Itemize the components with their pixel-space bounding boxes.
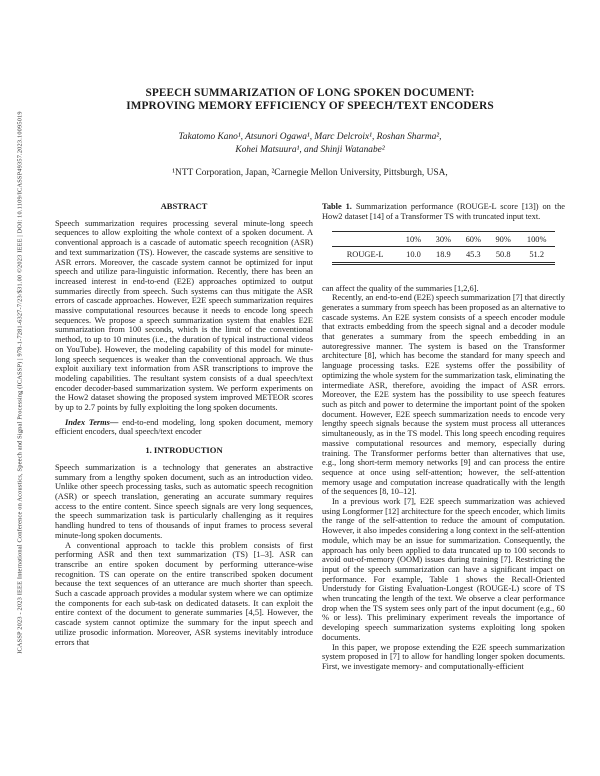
table1-cell: 50.8: [495, 249, 511, 259]
right-column: [322, 202, 565, 672]
table1-header-cell: 100%: [518, 232, 555, 247]
introduction-para1: Speech summarization is a technology that generates an abstractive summary from a lengthy spoken document, such as an introduction video. Unlike other speech processing tasks, such as automatic speech recognition (ASR) or speech translation, generating an accurate summary requires access to the entire content. Since speech signals are very long sequences, the speech summarization task is particularly challenging as it requires handling hundred to tens of thousands of input frames to process several minute-long spoken documents.: [55, 462, 313, 540]
body-para0: can affect the quality of the summaries [1,2,6].: [322, 283, 479, 293]
table1-caption-text: Summarization performance (ROUGE-L score [13]) on the How2 dataset [14] of a Transformer TS with truncated input text.: [322, 202, 565, 221]
table1-header-cell: 10%: [399, 232, 429, 247]
abstract-body: Speech summarization requires processing several minute-long speech sequences to allow exploiting the whole context of a spoken document. A conventional approach is a cascade of automatic speech recognition (ASR) and text summarization (TS). However, the cascade systems are sensitive to ASR errors. Moreover, the cascade system cannot be optimized for input speech and utilize para-linguistic information. Recently, there has been an increased interest in end-to-end (E2E) approaches optimized to output summaries directly from speech. Such systems can thus mitigate the ASR errors of cascade approaches. However, E2E speech summarization requires massive computational resources because it needs to encode long speech sequences. We propose a speech summarization system that enables E2E summarization from 100 seconds, which is the limit of the conventional method, to up to 10 minutes (i.e., the duration of typical instructional videos on YouTube). However, the modeling capability of this model for minute-long speech sequences is weaker than the conventional approach. We thus exploit auxiliary text information from ASR transcriptions to improve the modeling capabilities. The resultant system consists of a dual speech/text encoder decoder-based summarization system. We perform experiments on the How2 dataset showing the proposed system improved METEOR scores by up to 2.7 points by fully exploiting the long spoken documents.: [55, 218, 313, 413]
table1-cell: 10.0: [406, 249, 421, 259]
table1-cell: 18.9: [436, 249, 451, 259]
author-line1: Takatomo Kano¹, Atsunori Ogawa¹, Marc Delcroix¹, Roshan Sharma²,: [178, 132, 442, 142]
body-para1: Recently, an end-to-end (E2E) speech summarization [7] that directly generates a summary from speech has been proposed as an alternative to cascade systems. An E2E system consists of a speech encoder module that extracts embedding from the speech signal and a decoder module that generates a summary from the speech embedding in an autoregressive manner. The system is based on the Transformer architecture [8], which has become the standard for many speech and language processing tasks. E2E systems offer the possibility of optimizing the whole system for the summarization task, eliminating the intermediate ASR, therefore, avoiding the impact of ASR errors. Moreover, the E2E system has the possibility to use speech features such as pitch and power to determine the important point of the spoken document. However, E2E speech summarization needs to encode very lengthy speech signals because the system must process all utterances simultaneously, as in the TS model. This long speech encoding requires massive computational resources and memory, especially during training. The Transformer performs better than alternatives that use, e.g., long short-term memory networks [9] and can process the entire sequence at once using self-attention; however, the self-attention memory usage and computation increase quadratically with the length of the sequences [8, 10–12].: [322, 293, 566, 497]
paper-title-line2: IMPROVING MEMORY EFFICIENCY OF SPEECH/TEXT ENCODERS: [126, 100, 494, 112]
paper-title: [55, 87, 565, 113]
index-terms-text: end-to-end modeling, long spoken document, memory efficient encoders, dual speech/text encoder: [55, 417, 314, 437]
table1-header-cell: 90%: [488, 232, 518, 247]
table1-header-row: [332, 232, 556, 247]
index-terms: [55, 418, 313, 437]
abstract-heading: ABSTRACT: [160, 201, 208, 211]
table1: [332, 231, 556, 264]
table1-header-cell: 60%: [458, 232, 488, 247]
affiliation: ¹NTT Corporation, Japan, ²Carnegie Mellon University, Pittsburgh, USA,: [172, 168, 448, 178]
table1-header-cell: 30%: [428, 232, 458, 247]
paper-title-line1: SPEECH SUMMARIZATION OF LONG SPOKEN DOCUMENT:: [145, 87, 475, 99]
paper-header: [55, 87, 565, 179]
author-line2: Kohei Matsuura¹, and Shinji Watanabe²: [235, 144, 385, 155]
body-para2: In a previous work [7], E2E speech summarization was achieved using Longformer [12] architecture for the speech encoder, which limits the range of the self-attention to reduce the amount of computation. However, it also impedes considering a long context in the self-attention module, which may be an issue for summarization. Consequently, the approach has only been applied to data truncated up to 100 seconds to avoid out-of-memory (OOM) issues during training [7]. Restricting the input of the speech summarization can have a significant impact on performance. For example, Table 1 shows the Recall-Oriented Understudy for Gisting Evaluation-Longest (ROUGE-L) score of TS when truncating the length of the text. We observe a clear performance drop when the TS system sees only part of the input document (e.g., 60 % or less). This preliminary experiment reveals the importance of developing speech summarization systems exploiting long spoken documents.: [322, 497, 565, 642]
left-column: [55, 202, 313, 647]
table1-row-label: ROUGE-L: [346, 249, 384, 259]
table1-cell: 45.3: [465, 249, 481, 259]
index-terms-label: Index Terms—: [65, 417, 119, 427]
introduction-heading: 1. INTRODUCTION: [145, 445, 223, 456]
table1-caption-label: Table 1.: [322, 202, 352, 211]
table1-caption: [322, 202, 565, 221]
table1-header-cell: [332, 232, 399, 247]
table1-cell: 51.2: [529, 249, 545, 259]
copyright-strip: ICASSP 2023 - 2023 IEEE International Conference on Acoustics, Speech and Signal Processing (ICASSP) | 978-1-7281-6327-7/23/$31.00 ©2023 IEEE | DOI: 10.1109/ICASSP49357.2023.10095019: [16, 111, 24, 654]
author-list: [55, 131, 565, 156]
body-para3: In this paper, we propose extending the E2E speech summarization system proposed in [7] to allow for handling longer spoken documents. First, we investigate memory- and computationally-efficient: [322, 642, 565, 671]
introduction-para2: A conventional approach to tackle this problem consists of first performing ASR and then text summarization (TS) [1–3]. ASR can transcribe an entire spoken document by performing utterance-wise recognition. TS can operate on the entire transcribed spoken document because the text sequences of an utterance are much shorter than speech. Such a cascade approach provides a modular system where we can optimize the components for each sub-task on dedicated datasets. It can exploit the entire context of the document to generate summaries [4,5]. However, the cascade system cannot optimize the summary for the input speech and utilize prosodic information. Moreover, ASR systems inevitably introduce errors that: [55, 540, 313, 647]
table1-data-row: [332, 247, 556, 263]
